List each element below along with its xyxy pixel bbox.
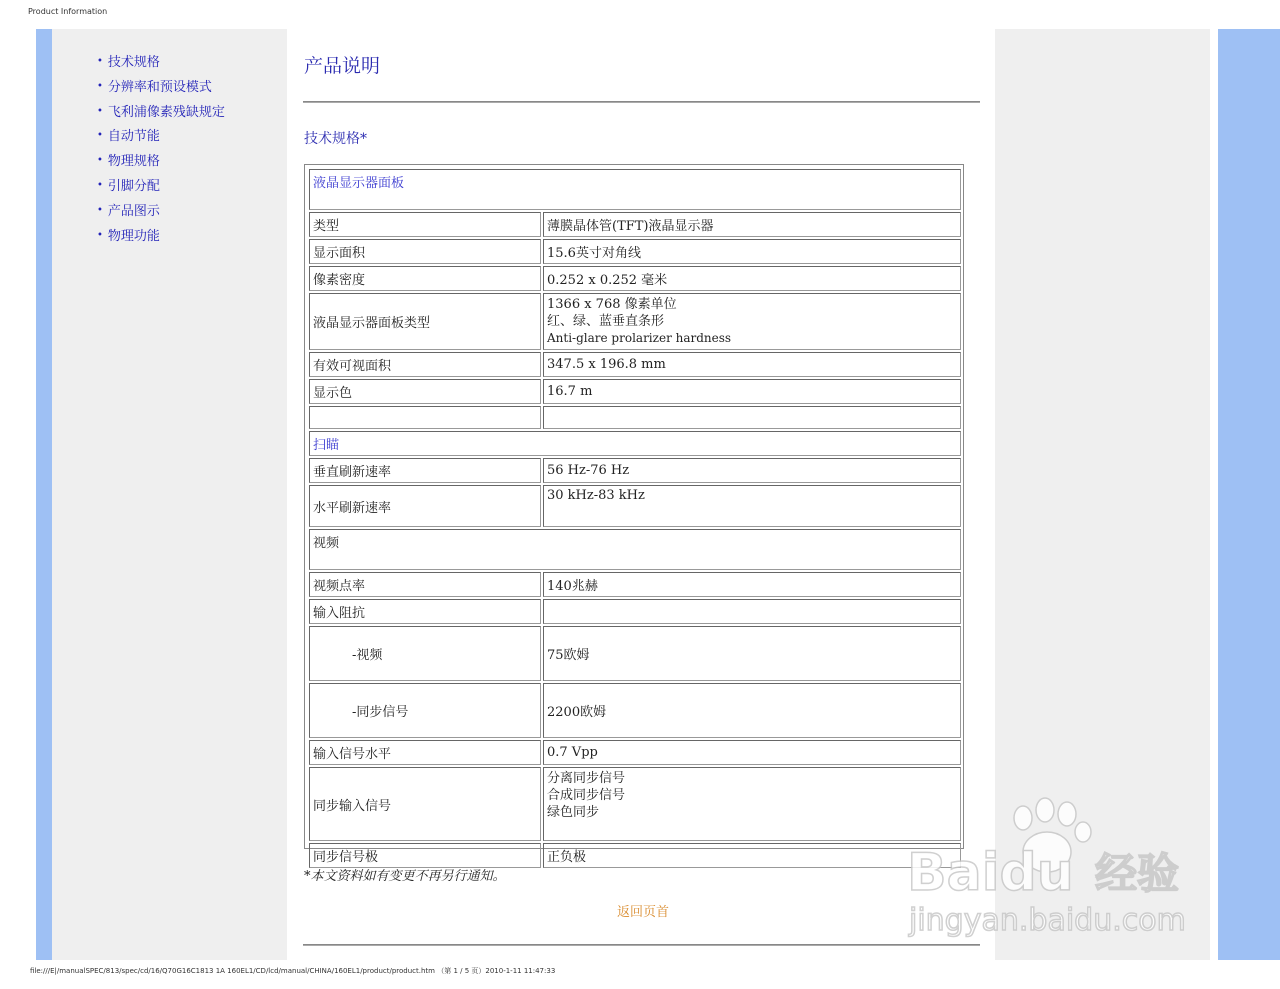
spec-value: 347.5 x 196.8 mm <box>543 352 961 377</box>
spec-value: 薄膜晶体管(TFT)液晶显示器 <box>543 212 961 237</box>
spec-value: 0.7 Vpp <box>543 740 961 765</box>
spec-value: 0.252 x 0.252 毫米 <box>543 266 961 291</box>
table-row <box>309 239 961 264</box>
table-row <box>309 740 961 765</box>
nav-link-product-views[interactable]: 产品图示 <box>107 203 160 219</box>
nav-item-physical-specs <box>97 150 225 175</box>
bullet-icon: • <box>97 229 103 241</box>
spec-value: 正负极 <box>543 843 961 868</box>
bullet-icon: • <box>97 130 103 142</box>
spec-label: 有效可视面积 <box>309 352 541 377</box>
spec-label: -同步信号 <box>309 683 541 738</box>
table-row <box>309 599 961 624</box>
spec-label: 同步信号极 <box>309 843 541 868</box>
back-to-top-link[interactable]: 返回页首 <box>617 905 670 920</box>
table-row <box>309 767 961 841</box>
table-row <box>309 431 961 456</box>
divider-bottom <box>303 944 980 946</box>
bullet-icon: • <box>97 80 103 92</box>
nav-link-resolution[interactable]: 分辨率和预设模式 <box>107 79 212 95</box>
spec-value <box>543 293 961 350</box>
watermark-url: jingyan.baidu.com <box>909 903 1186 938</box>
bullet-icon: • <box>97 179 103 191</box>
page-title: 产品说明 <box>304 55 381 77</box>
empty-cell <box>543 599 961 624</box>
nav-list <box>97 51 225 249</box>
nav-link-pin-assignment[interactable]: 引脚分配 <box>107 178 160 194</box>
video-header: 视频 <box>309 529 961 570</box>
nav-item-specs <box>97 51 225 76</box>
nav-item-pixel-policy <box>97 101 225 126</box>
empty-cell <box>309 406 541 429</box>
spec-value-line: Anti-glare prolarizer hardness <box>547 331 732 345</box>
spec-value: 30 kHz-83 kHz <box>543 485 961 527</box>
scan-header: 扫瞄 <box>309 431 961 456</box>
nav-item-physical-function <box>97 225 225 250</box>
footnote: *本文资料如有变更不再另行通知。 <box>304 869 506 884</box>
spec-value-line: 分离同步信号 <box>547 771 626 786</box>
table-row <box>309 626 961 681</box>
spec-value-line: 合成同步信号 <box>547 788 626 803</box>
bullet-icon: • <box>97 105 103 117</box>
nav-link-physical-specs[interactable]: 物理规格 <box>107 154 160 170</box>
nav-link-power-saving[interactable]: 自动节能 <box>107 129 160 145</box>
bullet-icon: • <box>97 204 103 216</box>
table-row <box>309 169 961 210</box>
spec-label: 类型 <box>309 212 541 237</box>
table-row <box>309 683 961 738</box>
spec-table-box <box>304 164 964 865</box>
spec-label: 输入阻抗 <box>309 599 541 624</box>
spec-value: 75欧姆 <box>543 626 961 681</box>
spec-label: 液晶显示器面板类型 <box>309 293 541 350</box>
table-row <box>309 212 961 237</box>
print-header: Product Information <box>28 7 108 16</box>
nav-item-resolution <box>97 76 225 101</box>
table-row <box>309 485 961 527</box>
spec-label: 同步输入信号 <box>309 767 541 841</box>
baidu-jingyan-watermark <box>905 790 1205 940</box>
watermark-cn: 经验 <box>1095 849 1180 898</box>
table-row <box>309 266 961 291</box>
bullet-icon: • <box>97 155 103 167</box>
nav-item-power-saving <box>97 125 225 150</box>
spec-value-line: 绿色同步 <box>547 805 600 820</box>
nav-link-specs[interactable]: 技术规格 <box>107 55 160 70</box>
nav-item-product-views <box>97 200 225 225</box>
spec-label: 垂直刷新速率 <box>309 458 541 483</box>
main-content <box>287 29 995 960</box>
watermark-brand: Baidu <box>907 843 1074 903</box>
spec-value: 140兆赫 <box>543 572 961 597</box>
spec-value: 16.7 m <box>543 379 961 404</box>
table-row <box>309 572 961 597</box>
spec-label: 水平刷新速率 <box>309 485 541 527</box>
table-row <box>309 293 961 350</box>
panel-header: 液晶显示器面板 <box>309 169 961 210</box>
table-row <box>309 406 961 429</box>
nav-item-pin-assignment <box>97 175 225 200</box>
table-row <box>309 529 961 570</box>
section-title: 技术规格* <box>304 131 367 147</box>
nav-link-physical-function[interactable]: 物理功能 <box>107 228 160 244</box>
table-row <box>309 352 961 377</box>
spec-label: 显示色 <box>309 379 541 404</box>
spec-value: 56 Hz-76 Hz <box>543 458 961 483</box>
sidebar-nav <box>52 29 287 960</box>
spec-value-line: 1366 x 768 像素单位 <box>547 297 677 312</box>
spec-label: -视频 <box>309 626 541 681</box>
left-decorative-bar <box>36 29 52 960</box>
divider-top <box>303 101 980 103</box>
bullet-icon: • <box>97 56 103 67</box>
spec-label: 视频点率 <box>309 572 541 597</box>
empty-cell <box>543 406 961 429</box>
spec-label: 像素密度 <box>309 266 541 291</box>
nav-link-pixel-policy[interactable]: 飞利浦像素残缺规定 <box>107 104 225 120</box>
spec-label: 显示面积 <box>309 239 541 264</box>
spec-table <box>307 167 963 870</box>
right-decorative-bar <box>1218 29 1280 960</box>
spec-value: 15.6英寸对角线 <box>543 239 961 264</box>
table-row <box>309 458 961 483</box>
spec-value <box>543 767 961 841</box>
spec-value: 2200欧姆 <box>543 683 961 738</box>
spec-value-line: 红、绿、蓝垂直条形 <box>547 314 665 329</box>
print-footer: file:///E|/manualSPEC/813/spec/cd/16/Q70G16C1813 1A 160EL1/CD/lcd/manual/CHINA/160EL1/product/product.htm （第 1 / 5 页）2010-1-11 11:47:33 <box>30 967 556 975</box>
spec-label: 输入信号水平 <box>309 740 541 765</box>
table-row <box>309 379 961 404</box>
